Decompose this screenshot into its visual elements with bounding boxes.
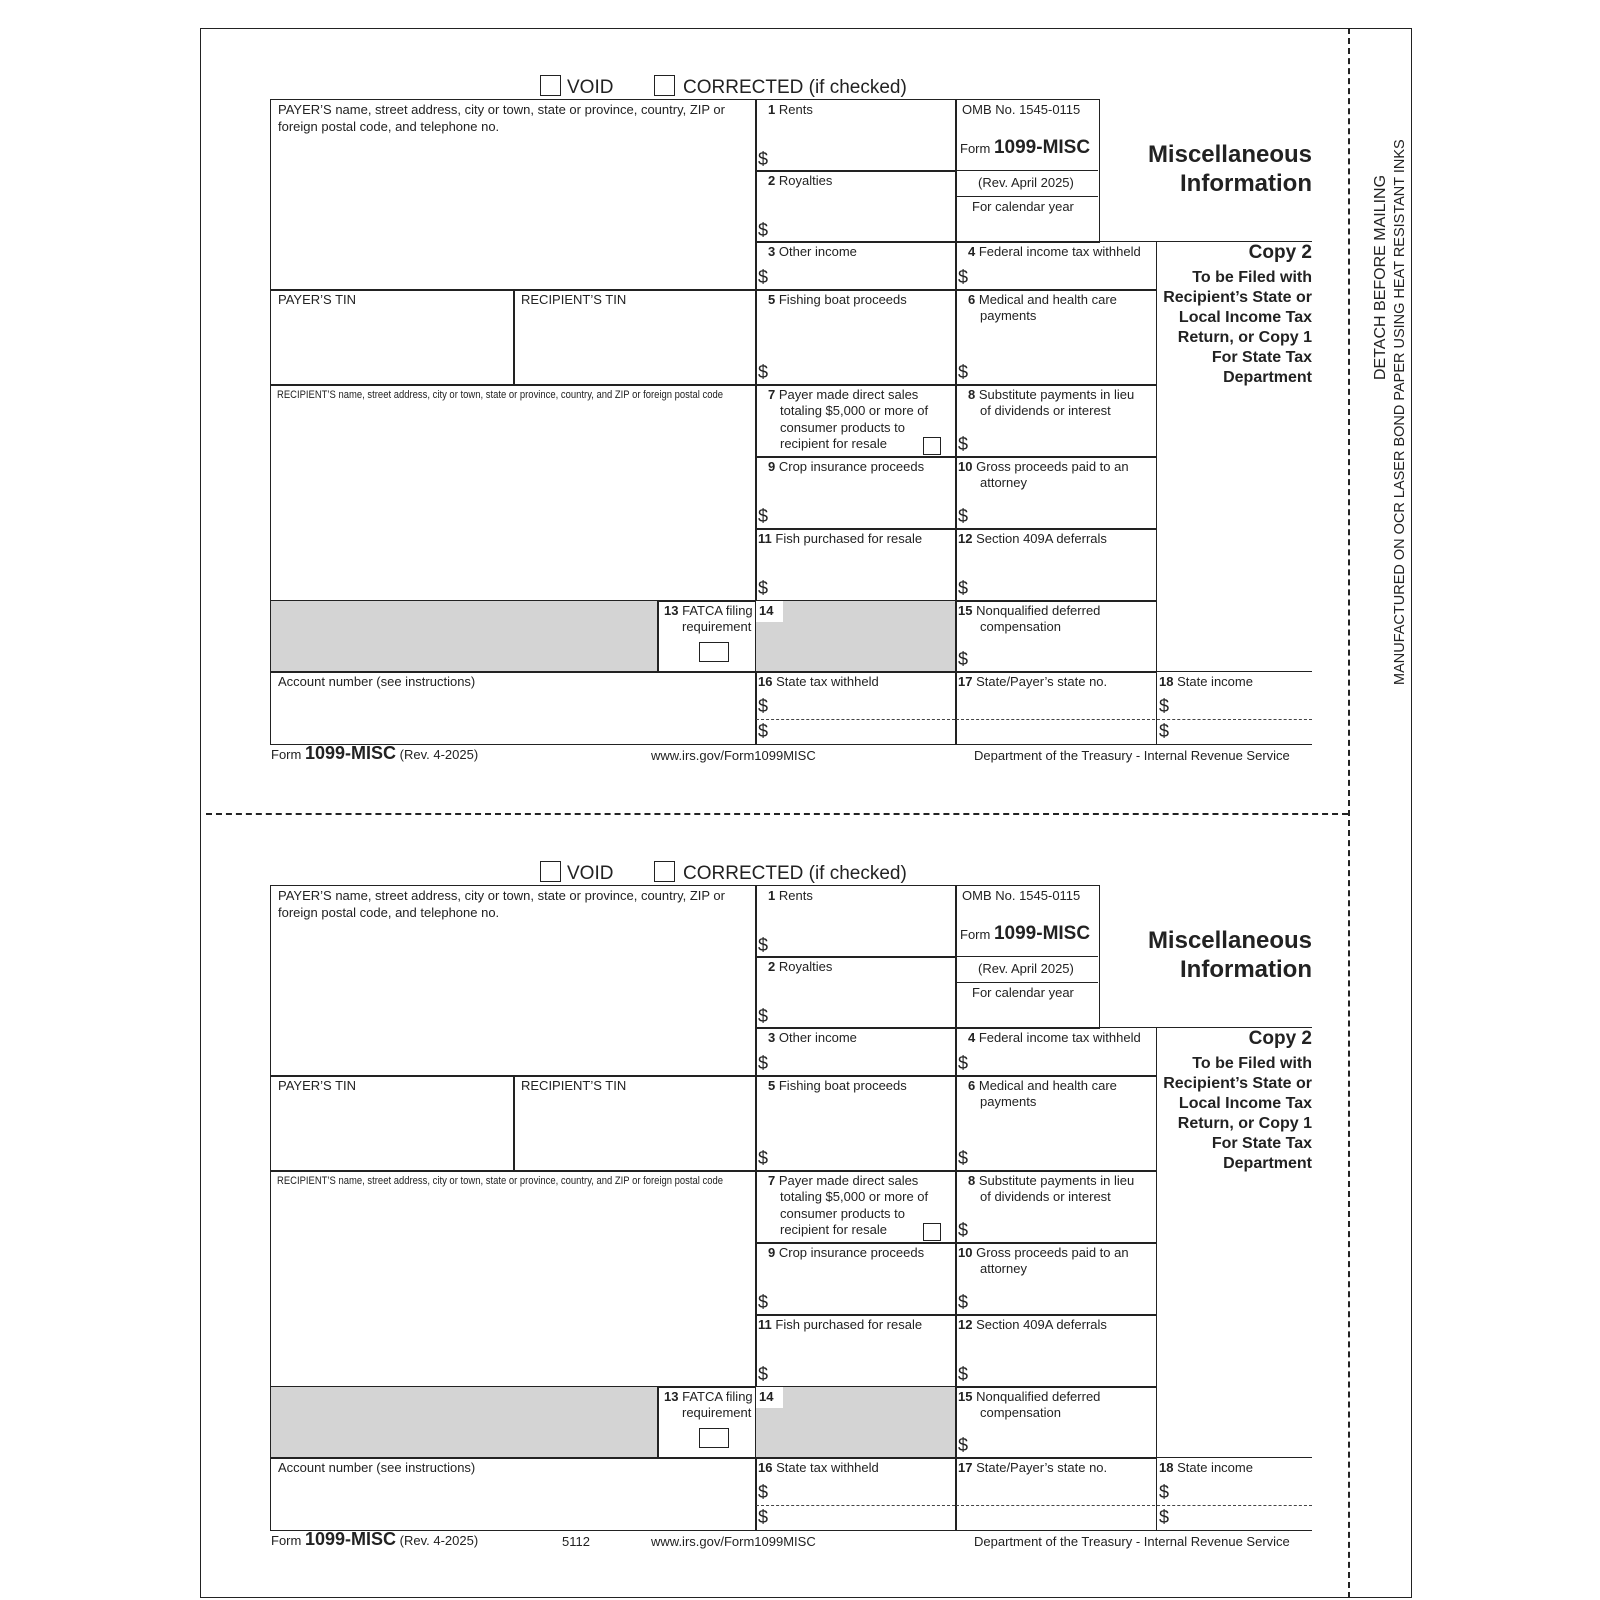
- box-number: 14: [756, 601, 783, 622]
- dollar-sign: $: [758, 1364, 769, 1384]
- void-checkbox[interactable]: [540, 75, 561, 96]
- box-label: State income: [1177, 674, 1253, 689]
- box-number: 8: [968, 1173, 976, 1188]
- box-label: attorney: [980, 475, 1027, 490]
- box-label: FATCA filing: [682, 603, 753, 618]
- box-label: Payer made direct sales: [778, 387, 919, 402]
- box-label: Fishing boat proceeds: [778, 1078, 907, 1093]
- box-5-fishing[interactable]: [755, 1075, 957, 1172]
- box-label: payments: [980, 308, 1037, 323]
- box-number: 4: [968, 1030, 976, 1045]
- fatca-checkbox[interactable]: [699, 1428, 729, 1448]
- box-number: 3: [768, 1030, 776, 1045]
- recipient-tin-label: RECIPIENT’S TIN: [521, 292, 627, 307]
- box-5-fishing[interactable]: [755, 289, 957, 386]
- box-label: consumer products to: [780, 1206, 906, 1221]
- rev-date: (Rev. April 2025): [978, 175, 1074, 190]
- box-number: 12: [958, 531, 973, 546]
- box-1-rents[interactable]: [755, 885, 957, 958]
- box-label: compensation: [980, 619, 1061, 634]
- box-label: Royalties: [778, 959, 833, 974]
- copy-panel: [1157, 1027, 1312, 1174]
- box-label: Crop insurance proceeds: [778, 459, 925, 474]
- calendar-year-label: For calendar year: [972, 199, 1074, 214]
- payer-tin-box[interactable]: [270, 1075, 515, 1172]
- dollar-sign: $: [758, 1053, 769, 1073]
- form-copy-bottom: [0, 786, 1600, 1576]
- box-number: 18: [1159, 674, 1174, 689]
- box-label: Section 409A deferrals: [976, 531, 1107, 546]
- box-number: 4: [968, 244, 976, 259]
- box-number: 6: [968, 1078, 976, 1093]
- box-label: Rents: [778, 888, 813, 903]
- corrected-label: CORRECTED (if checked): [683, 77, 907, 98]
- box-7-checkbox[interactable]: [923, 437, 941, 455]
- account-number-box[interactable]: [270, 1457, 757, 1531]
- box-number: 16: [758, 1460, 773, 1475]
- footer-url: www.irs.gov/Form1099MISC: [651, 1534, 816, 1549]
- void-checkbox[interactable]: [540, 861, 561, 882]
- dollar-sign: $: [958, 1435, 969, 1455]
- box-label: totaling $5,000 or more of: [780, 403, 929, 418]
- box-label: of dividends or interest: [980, 403, 1111, 418]
- box-label: Nonqualified deferred: [976, 1389, 1101, 1404]
- box-number: 9: [768, 459, 776, 474]
- box-16-state-tax[interactable]: [755, 671, 957, 745]
- box-number: 15: [958, 603, 973, 618]
- box-label: payments: [980, 1094, 1037, 1109]
- box-label: Nonqualified deferred: [976, 603, 1101, 618]
- box-number: 7: [768, 1173, 776, 1188]
- dollar-sign: $: [758, 506, 769, 526]
- recipient-tin-label: RECIPIENT’S TIN: [521, 1078, 627, 1093]
- footer-dept: Department of the Treasury - Internal Revenue Service: [974, 1534, 1290, 1549]
- detach-text: DETACH BEFORE MAILING: [1372, 174, 1389, 380]
- box-10-gross-proceeds[interactable]: [955, 1242, 1157, 1316]
- payer-name-box[interactable]: [270, 885, 757, 1077]
- box-3-other-income[interactable]: [755, 1027, 957, 1077]
- box-label: recipient for resale: [780, 436, 887, 451]
- rev-date: (Rev. April 2025): [978, 961, 1074, 976]
- box-number: 15: [958, 1389, 973, 1404]
- box-9-crop[interactable]: [755, 456, 957, 530]
- box-label: recipient for resale: [780, 1222, 887, 1237]
- box-label: Payer made direct sales: [778, 1173, 919, 1188]
- dollar-sign: $: [758, 149, 769, 169]
- void-label: VOID: [567, 863, 614, 884]
- box-number: 5: [768, 1078, 776, 1093]
- payer-tin-label: PAYER’S TIN: [278, 1078, 357, 1093]
- box-label: Royalties: [778, 173, 833, 188]
- fatca-checkbox[interactable]: [699, 642, 729, 662]
- box-15-nonqualified[interactable]: [955, 600, 1157, 673]
- box-6-medical[interactable]: [955, 1075, 1157, 1172]
- box-number: 1: [768, 888, 776, 903]
- dollar-sign: $: [758, 1148, 769, 1168]
- account-label: Account number (see instructions): [278, 674, 476, 689]
- copy-instructions: To be Filed with Recipient’s State or Local Income Tax Return, or Copy 1 For State Tax Department: [1163, 1055, 1312, 1172]
- box-16-state-tax[interactable]: [755, 1457, 957, 1531]
- box-17-state-no[interactable]: [955, 671, 1157, 745]
- box-label: requirement: [682, 619, 752, 634]
- recipient-tin-box[interactable]: [513, 289, 757, 386]
- footer-form: Form 1099-MISC (Rev. 4-2025): [271, 743, 479, 763]
- box-label: Fish purchased for resale: [775, 531, 923, 546]
- payer-tin-box[interactable]: [270, 289, 515, 386]
- box-label: Federal income tax withheld: [978, 1030, 1141, 1045]
- box-label: Federal income tax withheld: [978, 244, 1141, 259]
- dollar-sign: $: [758, 935, 769, 955]
- dollar-sign: $: [758, 696, 769, 716]
- box-label: Other income: [778, 244, 857, 259]
- box-label: Other income: [778, 1030, 857, 1045]
- dollar-sign: $: [758, 1292, 769, 1312]
- box-18-state-income[interactable]: [1157, 1457, 1312, 1531]
- copy-label: Copy 2: [1248, 242, 1312, 263]
- form-copy-top: [0, 0, 1600, 790]
- box-label: Gross proceeds paid to an: [976, 459, 1129, 474]
- box-label: totaling $5,000 or more of: [780, 1189, 929, 1204]
- form-word: Form: [960, 927, 991, 942]
- void-label: VOID: [567, 77, 614, 98]
- box-number: 10: [958, 459, 973, 474]
- box-6-medical[interactable]: [955, 289, 1157, 386]
- box-number: 18: [1159, 1460, 1174, 1475]
- box-17-state-no[interactable]: [955, 1457, 1157, 1531]
- box-11-fish[interactable]: [755, 1314, 957, 1388]
- manufactured-text: MANUFACTURED ON OCR LASER BOND PAPER USING HEAT RESISTANT INKS: [1392, 139, 1408, 685]
- box-label: Medical and health care: [978, 292, 1117, 307]
- title-line-1: Miscellaneous: [1147, 927, 1312, 954]
- box-number: 3: [768, 244, 776, 259]
- dollar-sign: $: [758, 362, 769, 382]
- footer-url: www.irs.gov/Form1099MISC: [651, 748, 816, 763]
- dollar-sign: $: [758, 220, 769, 240]
- dollar-sign: $: [1159, 721, 1170, 741]
- payer-name-label: PAYER’S name, street address, city or town, state or province, country, ZIP or foreign postal code, and telephone no.: [278, 888, 725, 920]
- dollar-sign: $: [1159, 1482, 1170, 1502]
- payer-name-box[interactable]: [270, 99, 757, 291]
- payer-name-label: PAYER’S name, street address, city or town, state or province, country, ZIP or foreign postal code, and telephone no.: [278, 102, 725, 134]
- box-label: Medical and health care: [978, 1078, 1117, 1093]
- dollar-sign: $: [958, 1053, 969, 1073]
- shaded-area: [270, 600, 659, 673]
- box-8-substitute[interactable]: [955, 1170, 1157, 1244]
- title-line-2: Information: [1180, 956, 1312, 983]
- dollar-sign: $: [958, 267, 969, 287]
- corrected-checkbox[interactable]: [654, 861, 675, 882]
- payer-tin-label: PAYER’S TIN: [278, 292, 357, 307]
- box-label: State tax withheld: [776, 674, 879, 689]
- box-number: 17: [958, 674, 973, 689]
- box-18-state-income[interactable]: [1157, 671, 1312, 745]
- box-label: FATCA filing: [682, 1389, 753, 1404]
- box-number: 5: [768, 292, 776, 307]
- box-number: 6: [968, 292, 976, 307]
- recipient-name-label: RECIPIENT’S name, street address, city or town, state or province, country, and ZIP or foreign postal code: [277, 1175, 724, 1187]
- account-number-box[interactable]: [270, 671, 757, 745]
- form-word: Form: [960, 141, 991, 156]
- box-9-crop[interactable]: [755, 1242, 957, 1316]
- footer-code: 5112: [562, 1534, 590, 1549]
- box-number: 7: [768, 387, 776, 402]
- box-11-fish[interactable]: [755, 528, 957, 602]
- box-label: State/Payer’s state no.: [976, 674, 1108, 689]
- box-7-direct-sales[interactable]: [755, 1170, 957, 1244]
- box-label: Gross proceeds paid to an: [976, 1245, 1129, 1260]
- dollar-sign: $: [758, 578, 769, 598]
- box-number: 10: [958, 1245, 973, 1260]
- account-label: Account number (see instructions): [278, 1460, 476, 1475]
- copy-label: Copy 2: [1248, 1028, 1312, 1049]
- box-number: 17: [958, 1460, 973, 1475]
- corrected-checkbox[interactable]: [654, 75, 675, 96]
- box-number: 2: [768, 959, 776, 974]
- dollar-sign: $: [758, 1006, 769, 1026]
- box-2-royalties[interactable]: [755, 170, 957, 243]
- dollar-sign: $: [958, 506, 969, 526]
- recipient-tin-box[interactable]: [513, 1075, 757, 1172]
- recipient-name-label: RECIPIENT’S name, street address, city or town, state or province, country, and ZIP or foreign postal code: [277, 389, 724, 401]
- box-label: consumer products to: [780, 420, 906, 435]
- box-10-gross-proceeds[interactable]: [955, 456, 1157, 530]
- footer-dept: Department of the Treasury - Internal Revenue Service: [974, 748, 1290, 763]
- box-13-fatca[interactable]: [657, 600, 757, 673]
- footer-form: Form 1099-MISC (Rev. 4-2025): [271, 1529, 479, 1549]
- box-label: Fishing boat proceeds: [778, 292, 907, 307]
- box-12-section-409a[interactable]: [955, 528, 1157, 602]
- box-number: 11: [758, 1317, 772, 1332]
- box-number: 13: [664, 1389, 679, 1404]
- box-4-federal-tax[interactable]: [955, 1027, 1157, 1077]
- omb-box: [955, 885, 1100, 1029]
- box-3-other-income[interactable]: [755, 241, 957, 291]
- box-8-substitute[interactable]: [955, 384, 1157, 458]
- dollar-sign: $: [958, 578, 969, 598]
- dollar-sign: $: [1159, 696, 1170, 716]
- dollar-sign: $: [958, 1364, 969, 1384]
- box-15-nonqualified[interactable]: [955, 1386, 1157, 1459]
- dollar-sign: $: [758, 1507, 769, 1527]
- box-7-checkbox[interactable]: [923, 1223, 941, 1241]
- box-label: Substitute payments in lieu: [978, 1173, 1135, 1188]
- box-label: Rents: [778, 102, 813, 117]
- box-label: State tax withheld: [776, 1460, 879, 1475]
- box-14: [755, 1386, 957, 1459]
- box-label: Section 409A deferrals: [976, 1317, 1107, 1332]
- box-label: requirement: [682, 1405, 752, 1420]
- box-number: 9: [768, 1245, 776, 1260]
- form-number: 1099-MISC: [993, 137, 1091, 158]
- box-14: [755, 600, 957, 673]
- box-13-fatca[interactable]: [657, 1386, 757, 1459]
- omb-box: [955, 99, 1100, 243]
- omb-number: OMB No. 1545-0115: [962, 888, 1081, 903]
- box-number: 16: [758, 674, 773, 689]
- dollar-sign: $: [758, 267, 769, 287]
- title-line-2: Information: [1180, 170, 1312, 197]
- copy-instructions: To be Filed with Recipient’s State or Local Income Tax Return, or Copy 1 For State Tax Department: [1163, 269, 1312, 386]
- box-number: 11: [758, 531, 772, 546]
- box-number: 12: [958, 1317, 973, 1332]
- box-number: 1: [768, 102, 776, 117]
- shaded-area: [270, 1386, 659, 1459]
- box-label: State income: [1177, 1460, 1253, 1475]
- calendar-year-label: For calendar year: [972, 985, 1074, 1000]
- form-number: 1099-MISC: [993, 923, 1091, 944]
- box-label: Substitute payments in lieu: [978, 387, 1135, 402]
- box-4-federal-tax[interactable]: [955, 241, 1157, 291]
- box-label: State/Payer’s state no.: [976, 1460, 1108, 1475]
- box-label: Fish purchased for resale: [775, 1317, 923, 1332]
- box-7-direct-sales[interactable]: [755, 384, 957, 458]
- dollar-sign: $: [1159, 1507, 1170, 1527]
- copy-panel: [1157, 241, 1312, 388]
- box-number: 8: [968, 387, 976, 402]
- dollar-sign: $: [958, 362, 969, 382]
- box-label: Crop insurance proceeds: [778, 1245, 925, 1260]
- omb-number: OMB No. 1545-0115: [962, 102, 1081, 117]
- box-label: compensation: [980, 1405, 1061, 1420]
- box-number: 13: [664, 603, 679, 618]
- box-number: 14: [756, 1387, 783, 1408]
- dollar-sign: $: [958, 1148, 969, 1168]
- box-1-rents[interactable]: [755, 99, 957, 172]
- dollar-sign: $: [958, 649, 969, 669]
- form-title: [1100, 926, 1312, 984]
- dollar-sign: $: [758, 1482, 769, 1502]
- box-2-royalties[interactable]: [755, 956, 957, 1029]
- form-title: [1100, 140, 1312, 198]
- corrected-label: CORRECTED (if checked): [683, 863, 907, 884]
- box-label: of dividends or interest: [980, 1189, 1111, 1204]
- recipient-name-box[interactable]: [270, 1170, 757, 1388]
- recipient-name-box[interactable]: [270, 384, 757, 602]
- dollar-sign: $: [958, 1220, 969, 1240]
- dollar-sign: $: [958, 434, 969, 454]
- box-label: attorney: [980, 1261, 1027, 1276]
- box-12-section-409a[interactable]: [955, 1314, 1157, 1388]
- title-line-1: Miscellaneous: [1147, 141, 1312, 168]
- dollar-sign: $: [758, 721, 769, 741]
- box-number: 2: [768, 173, 776, 188]
- dollar-sign: $: [958, 1292, 969, 1312]
